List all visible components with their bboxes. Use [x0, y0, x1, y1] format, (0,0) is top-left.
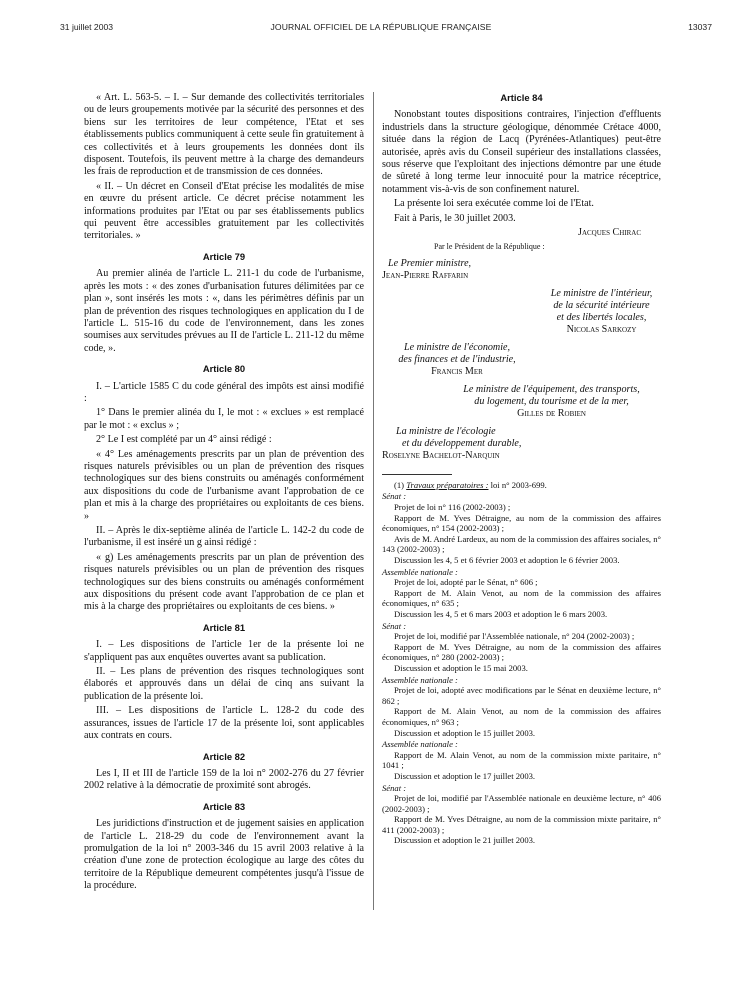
paragraph: « g) Les aménagements prescrits par un plan de prévention des risques naturels prévisibles ou un plan de prévention des risques technologiques sur des biens construits ou aménagés conformément aux dispositions du présent code avant l'approbation de ce plan et mis à la charge des propriétaires ou exploitants de ces biens. »: [84, 551, 364, 613]
chamber-heading: Sénat :: [382, 782, 407, 793]
signatory-role: Le ministre de l'intérieur,: [550, 287, 653, 299]
president-signature: Jacques Chirac: [578, 227, 641, 239]
signatory-role: de la sécurité intérieure: [553, 299, 650, 311]
chamber-heading: Sénat :: [382, 491, 407, 502]
footnote-text: loi n° 2003-699.: [490, 479, 547, 490]
signatory-role: du logement, du tourisme et de la mer,: [474, 395, 629, 407]
paragraph: Les juridictions d'instruction et de jugement saisies en application de l'article L. 218-29 du code de l'environnement avant la promulgation de la loi n° 2003-346 du 15 avril 2003 relative à la création d'une zone de protection écologique au large des côtes du territoire de la République demeurent compétentes jusqu'à l'issue de la procédure.: [84, 818, 364, 892]
signatory-name: Nicolas Sarkozy: [566, 323, 637, 335]
footnote-item: Rapport de M. Yves Détraigne, au nom de la commission mixte paritaire, n° 411 (2002-2003) ;: [382, 814, 661, 835]
paragraph: « Art. L. 563-5. – I. – Sur demande des collectivités territoriales ou de leurs groupements motivée par la sécurité des personnes et des biens sur les territoires de leur compétence, l'Etat et ses établissements publics communiquent à cette seule fin gratuitement à ces collectivités et à leurs groupements les données dont ils disposent. Toutefois, ils peuvent mettre à la charge des demandeurs les frais de reproduction et de transmission de ces données.: [84, 92, 364, 178]
footnote-item: Projet de loi n° 116 (2002-2003) ;: [394, 502, 511, 513]
footnote-item: Discussion les 4, 5 et 6 mars 2003 et adoption le 6 mars 2003.: [394, 609, 608, 619]
footnote-rule: [382, 474, 452, 475]
article-82-title: Article 82: [202, 750, 246, 762]
chamber-heading: Assemblée nationale :: [382, 674, 458, 685]
footnote-item: Discussion et adoption le 17 juillet 2003.: [394, 770, 536, 781]
article-79-title: Article 79: [202, 250, 246, 262]
footnote-item: Discussion et adoption le 21 juillet 2003.: [394, 835, 536, 846]
right-column: [382, 92, 661, 846]
paragraph: I. – Les dispositions de l'article 1er de la présente loi ne s'appliquent pas aux enquêtes ouvertes avant sa publication.: [84, 639, 364, 663]
footnote-item: Projet de loi, modifié par l'Assemblée nationale en deuxième lecture, n° 406 (2002-2003) ;: [382, 793, 661, 814]
article-80-title: Article 80: [202, 363, 246, 375]
signatory-name: Jean-Pierre Raffarin: [382, 269, 469, 281]
footnote-item: Rapport de M. Yves Détraigne, au nom de la commission des affaires économiques, n° 280 (2002-2003) ;: [382, 641, 661, 663]
signatory-name: Gilles de Robien: [517, 407, 586, 419]
paragraph: « II. – Un décret en Conseil d'Etat précise les modalités de mise en œuvre du présent article. Ce décret précise notamment les informations produites par l'Etat ou par ses établissements publics qui peuvent être accessibles gratuitement par les collectivités territoriales. »: [84, 180, 364, 242]
footnote-item: Discussion et adoption le 15 juillet 2003.: [394, 727, 536, 738]
paragraph: III. – Les dispositions de l'article L. 128-2 du code des assurances, issues de l'article 17 de la présente loi, sont applicables aux contrats en cours.: [84, 705, 364, 742]
column-divider: [373, 92, 374, 910]
article-84-title: Article 84: [500, 92, 543, 103]
footnote-item: Rapport de M. Alain Venot, au nom de la commission des affaires économiques, n° 635 ;: [382, 587, 661, 609]
paragraph: I. – L'article 1585 C du code général des impôts est ainsi modifié :: [84, 380, 364, 404]
signatory-role: Le Premier ministre,: [388, 257, 472, 269]
signatory-role: Le ministre de l'équipement, des transports,: [463, 383, 640, 395]
footnote-item: Rapport de M. Alain Venot, au nom de la commission mixte paritaire, n° 1041 ;: [382, 749, 661, 771]
signatory-role: La ministre de l'écologie: [396, 425, 496, 437]
header-title: JOURNAL OFFICIEL DE LA RÉPUBLIQUE FRANÇAISE: [270, 22, 492, 32]
paragraph: Nonobstant toutes dispositions contraires, l'injection d'effluents industriels dans la structure géologique, dénommée Crétace 4000, située dans la région de Lacq (Pyrénées-Atlantiques) peut-être autorisée, après avis du Conseil supérieur des installations classées, sous réserve que l'exploitant des injections démontre par une étude de sûreté à long terme leur innocuité pour la matrice réceptrice, notamment vis-à-vis de son confinement naturel.: [382, 109, 661, 195]
signatory-name: Roselyne Bachelot-Narquin: [382, 449, 500, 461]
signature-prime-minister: [382, 258, 661, 282]
article-83-title: Article 83: [202, 800, 246, 812]
closing-formula: La présente loi sera exécutée comme loi de l'Etat.: [394, 198, 594, 210]
footnote-lead: [382, 480, 661, 491]
signature-equipment-minister: [382, 384, 661, 420]
signature-ecology-minister: [382, 426, 532, 450]
signatory-name: Francis Mer: [431, 365, 483, 377]
footnote-item: Discussion et adoption le 15 mai 2003.: [394, 662, 528, 673]
left-column: [84, 92, 364, 895]
paragraph: II. – Les plans de prévention des risques technologiques sont élaborés et approuvés dans un délai de cinq ans suivant la publication de la présente loi.: [84, 666, 364, 702]
par-le-president: Par le Président de la République :: [434, 242, 545, 252]
header-page-number: 13037: [688, 22, 712, 32]
page-header: [50, 22, 712, 36]
footnote-item: Avis de M. André Lardeux, au nom de la commission des affaires sociales, n° 143 (2002-2003) ;: [382, 533, 661, 555]
signatory-role: et des libertés locales,: [556, 311, 647, 323]
signatory-role: et du développement durable,: [402, 437, 522, 449]
footnote-item: Discussion les 4, 5 et 6 février 2003 et adoption le 6 février 2003.: [394, 555, 620, 566]
footnote-item: Projet de loi, adopté par le Sénat, n° 606 ;: [394, 577, 538, 588]
footnote-item: Projet de loi, adopté avec modifications par le Sénat en deuxième lecture, n° 862 ;: [382, 685, 661, 706]
paragraph: II. – Après le dix-septième alinéa de l'article L. 142-2 du code de l'urbanisme, il est inséré un g ainsi rédigé :: [84, 525, 364, 549]
paragraph: « 4° Les aménagements prescrits par un plan de prévention des risques naturels prévisibles ou un plan de prévention des risques technologiques sur des biens construits ou aménagés conformément aux dispositions du code de l'urbanisme avant l'approbation de ce plan et mis à la charge des propriétaires ou exploitants de ces biens. »: [84, 448, 364, 522]
paragraph: 2° Le I est complété par un 4° ainsi rédigé :: [96, 434, 272, 446]
signatory-role: Le ministre de l'économie,: [403, 341, 511, 353]
footnote-item: Projet de loi, modifié par l'Assemblée nationale, n° 204 (2002-2003) ;: [394, 631, 635, 642]
paragraph: Au premier alinéa de l'article L. 211-1 du code de l'urbanisme, après les mots : « des zones d'urbanisation futures délimitées par ce plan », sont insérés les mots : «, dans les périmètres définis par un plan de prévention des risques technologiques en application du I de l'article L. 515-16 du code de l'environnement, dans les zones soumises aux servitudes prévues au II de l'article L. 211-12 du même code, ».: [84, 268, 364, 354]
header-date: 31 juillet 2003: [60, 22, 114, 32]
paragraph: 1° Dans le premier alinéa du I, le mot : « exclues » est remplacé par le mot : « exclus » ;: [84, 407, 364, 431]
chamber-heading: Assemblée nationale :: [382, 739, 458, 750]
footnote-label: Travaux préparatoires :: [406, 479, 489, 490]
place-date: Fait à Paris, le 30 juillet 2003.: [394, 212, 516, 224]
footnote-number: (1): [394, 479, 405, 490]
chamber-heading: Sénat :: [382, 620, 407, 631]
article-81-title: Article 81: [202, 621, 246, 633]
signature-economy-minister: [382, 342, 532, 378]
paragraph: Les I, II et III de l'article 159 de la loi n° 2002-276 du 27 février 2002 relative à la démocratie de proximité sont abrogés.: [84, 767, 364, 792]
chamber-heading: Assemblée nationale :: [382, 566, 458, 577]
signature-interior-minister: [382, 288, 661, 336]
footnote-item: Rapport de M. Alain Venot, au nom de la commission des affaires économiques, n° 963 ;: [382, 706, 661, 727]
footnote-item: Rapport de M. Yves Détraigne, au nom de la commission des affaires économiques, n° 154 (2002-2003) ;: [382, 512, 661, 534]
signatory-role: des finances et de l'industrie,: [398, 353, 516, 365]
